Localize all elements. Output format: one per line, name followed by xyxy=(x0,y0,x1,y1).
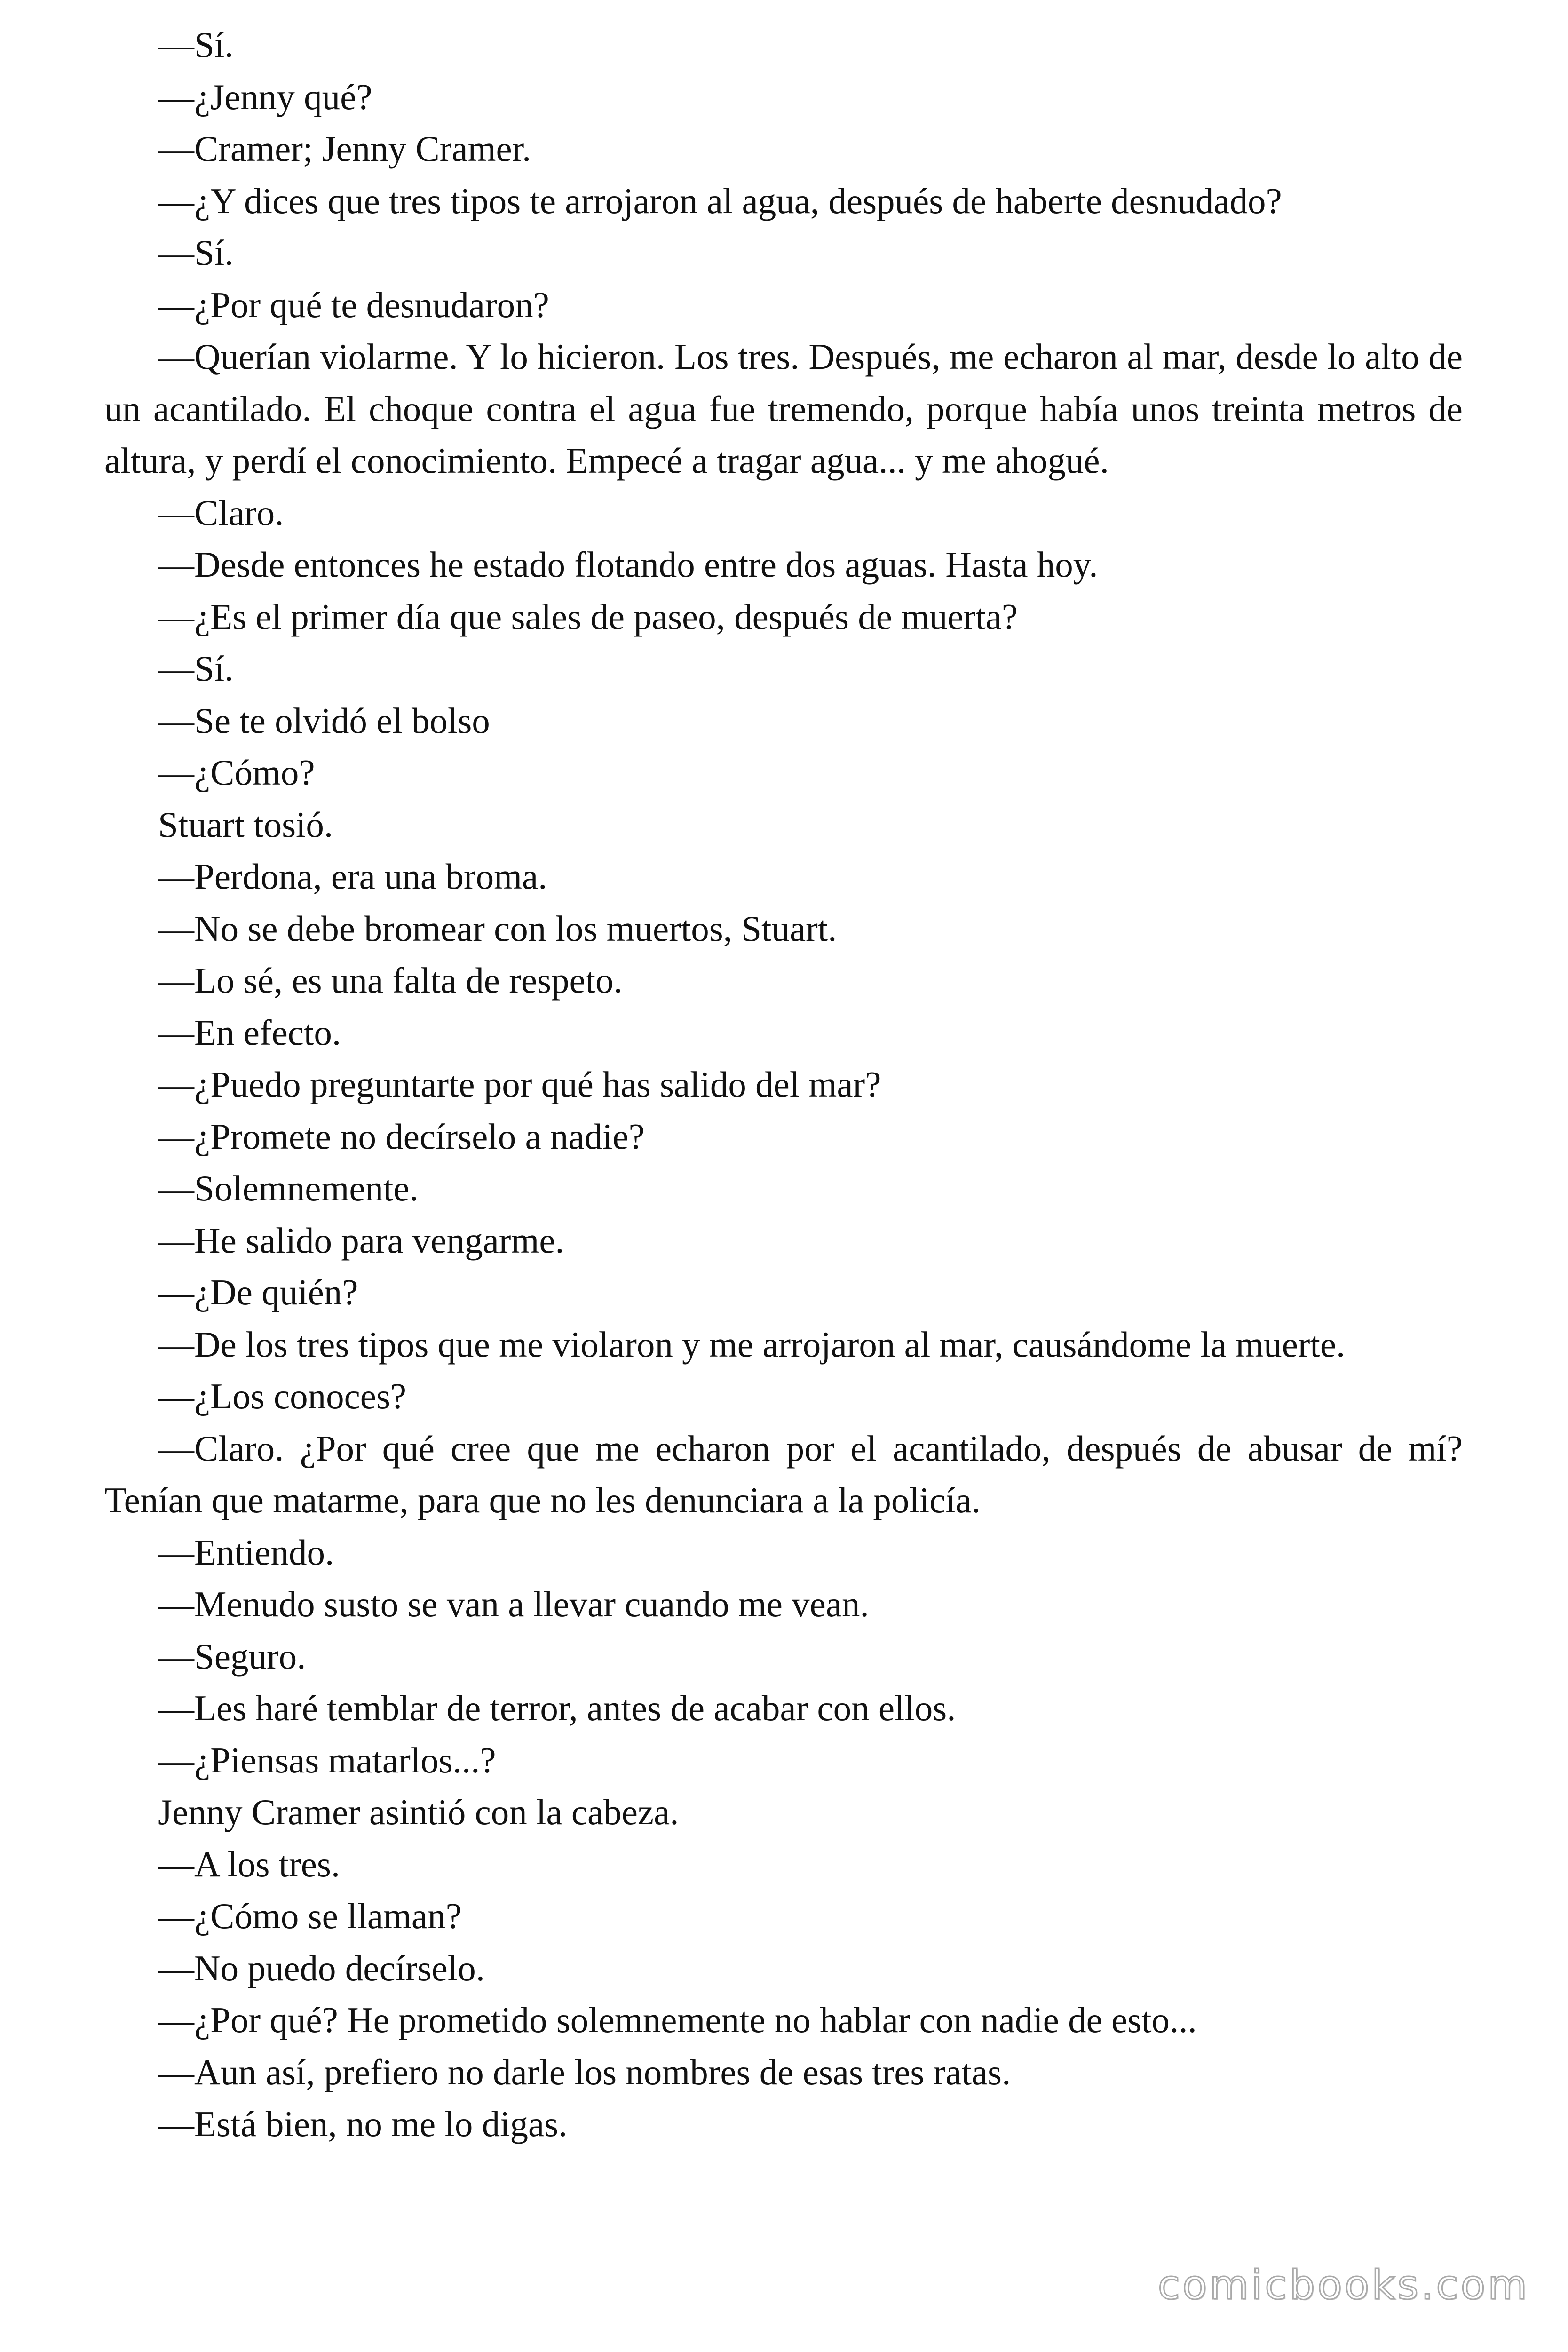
paragraph: —Sí. xyxy=(158,648,234,689)
paragraph: —¿Jenny qué? xyxy=(158,76,372,117)
paragraph: —He salido para vengarme. xyxy=(158,1220,564,1261)
paragraph: —Entiendo. xyxy=(158,1532,334,1573)
paragraph: —De los tres tipos que me violaron y me arrojaron al mar, causándome la muerte. xyxy=(158,1324,1346,1365)
body-text xyxy=(104,19,1463,2150)
paragraph: —Sí. xyxy=(158,232,234,273)
paragraph: —Está bien, no me lo digas. xyxy=(158,2104,568,2144)
paragraph: —Menudo susto se van a llevar cuando me vean. xyxy=(158,1584,869,1624)
watermark: comicbooks.com xyxy=(1157,2262,1529,2309)
paragraph: —Se te olvidó el bolso xyxy=(158,700,490,741)
paragraph: —¿Por qué te desnudaron? xyxy=(158,284,549,325)
paragraph: —Aun así, prefiero no darle los nombres de esas tres ratas. xyxy=(158,2051,1011,2092)
paragraph: —Desde entonces he estado flotando entre dos aguas. Hasta hoy. xyxy=(158,544,1098,585)
paragraph: —Perdona, era una broma. xyxy=(158,856,547,897)
paragraph: —¿Y dices que tres tipos te arrojaron al agua, después de haberte desnudado? xyxy=(158,180,1282,221)
paragraph: —Claro. ¿Por qué cree que me echaron por el acantilado, después de abusar de mí? Tenían que matarme, para que no les denunciara a la policía. xyxy=(104,1428,1463,1520)
paragraph: Stuart tosió. xyxy=(158,804,333,845)
paragraph: —¿Cómo se llaman? xyxy=(158,1896,462,1936)
paragraph: —Claro. xyxy=(158,492,284,533)
paragraph: —A los tres. xyxy=(158,1843,341,1884)
paragraph: —¿Puedo preguntarte por qué has salido del mar? xyxy=(158,1064,881,1104)
paragraph: —¿Promete no decírselo a nadie? xyxy=(158,1116,645,1157)
paragraph: —Querían violarme. Y lo hicieron. Los tres. Después, me echaron al mar, desde lo alto de un acantilado. El choque contra el agua fue tremendo, porque había unos treinta metros de altura, y perdí el conocimiento. Empecé a tragar agua... y me ahogué. xyxy=(104,336,1463,481)
paragraph: —Lo sé, es una falta de respeto. xyxy=(158,960,623,1001)
paragraph: —Les haré temblar de terror, antes de acabar con ellos. xyxy=(158,1688,956,1728)
paragraph: —En efecto. xyxy=(158,1012,341,1053)
paragraph: —No puedo decírselo. xyxy=(158,1947,485,1988)
paragraph: Jenny Cramer asintió con la cabeza. xyxy=(158,1792,679,1832)
paragraph: —¿Piensas matarlos...? xyxy=(158,1740,496,1780)
paragraph: —¿Por qué? He prometido solemnemente no hablar con nadie de esto... xyxy=(158,2000,1197,2040)
paragraph: —¿De quién? xyxy=(158,1272,358,1312)
paragraph: —¿Los conoces? xyxy=(158,1376,407,1416)
paragraph: —Sí. xyxy=(158,24,234,65)
paragraph: —¿Cómo? xyxy=(158,752,315,793)
paragraph: —No se debe bromear con los muertos, Stuart. xyxy=(158,908,837,949)
paragraph: —Cramer; Jenny Cramer. xyxy=(158,128,531,169)
paragraph: —¿Es el primer día que sales de paseo, después de muerta? xyxy=(158,596,1018,637)
paragraph: —Seguro. xyxy=(158,1636,306,1677)
paragraph: —Solemnemente. xyxy=(158,1168,419,1208)
